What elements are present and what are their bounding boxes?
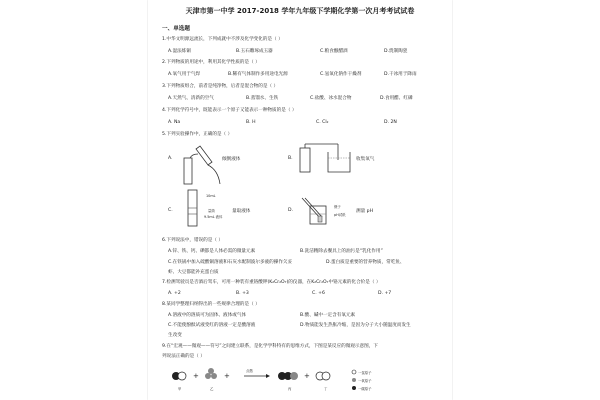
- legend-carbon: 一碳原子: [358, 387, 372, 391]
- svg-text:+: +: [193, 372, 199, 380]
- q7-option-b: B. +3: [236, 291, 249, 296]
- q4-option-b: B. H: [246, 120, 256, 125]
- q5-c-mark-3: 9.5mL 液体: [204, 215, 223, 219]
- q2-option-d: D.干冰用于降雨: [384, 72, 417, 77]
- q2-option-b: B.稀有气体制作多用途电光源: [228, 72, 288, 77]
- molecule-bing: [278, 372, 298, 380]
- q8-option-d-cont: 生改变: [168, 333, 182, 338]
- q9-stem-line-1: 9.在“宏观——微观——符号”之间建立联系，是化学学科特有的思维方式，下图是某反应的微观示意图，下: [162, 344, 378, 349]
- q2-stem: 2.下列物质的用途中，利用其化学性质的是（ ）: [162, 60, 260, 65]
- q5-a-caption: 倾倒液体: [222, 157, 241, 162]
- q1-option-a: A.湿法炼铜: [168, 49, 191, 54]
- q1-option-c: C.粮食酿醋酒: [320, 49, 348, 54]
- q4-stem: 4.下列化学符号中，既能表示一个原子又能表示一种物质的是（ ）: [162, 108, 297, 113]
- q3-option-d: D.食用醋、红磷: [380, 96, 413, 101]
- q4-option-a: A. Na: [168, 120, 181, 125]
- q3-option-b: B.蒸馏水、生铁: [246, 96, 279, 101]
- q7-option-c: C. +6: [312, 291, 325, 296]
- q5-option-b: B.: [288, 156, 293, 161]
- q3-option-a: A.天然气、清新的空气: [168, 96, 214, 101]
- q6-option-d-cont: 虾、大豆都能补充蛋白质: [168, 270, 219, 275]
- q5-d-mark-2: pH试纸: [334, 213, 346, 217]
- q6-option-d: D.蛋白质是重要的营养物质，常吃鱼、: [326, 260, 405, 265]
- q4-option-c: C. Cl₂: [316, 120, 329, 125]
- q2-option-c: C.氢氧化钠作干燥剂: [320, 72, 362, 77]
- q7-stem: 7.检测驾驶员是否酒后驾车，可用一种装有重铬酸钾(K₂Cr₂O₇)的仪器，在K₂Cr₂O₇中铬元素的化合价是（ ）: [162, 280, 381, 285]
- exam-title: 天津市第一中学 2017-2018 学年九年级下学期化学第一次月考考试试卷: [185, 7, 415, 15]
- q5-option-a: A.: [168, 156, 173, 161]
- svg-text:+: +: [224, 372, 230, 380]
- reaction-arrow-label: 点燃: [246, 369, 253, 373]
- q5-d-mark-1: 镊子: [334, 205, 341, 209]
- molecule-yi: [205, 368, 217, 379]
- pour-liquid-figure: [178, 140, 224, 190]
- q7-option-d: D. +7: [378, 291, 392, 296]
- q8-option-d: D.物质能发生热胀冷缩，是因为分子大小随温度而发生: [300, 323, 411, 328]
- q4-option-d: D. 2N: [384, 120, 397, 125]
- q5-c-mark-1: 10mL: [206, 194, 216, 198]
- q7-option-a: A. +2: [168, 291, 181, 296]
- q5-c-mark-2: 量筒: [208, 209, 215, 213]
- label-bing: 丙: [288, 387, 292, 391]
- q5-option-c: C.: [168, 208, 173, 213]
- q8-option-c: C.不能使酚酞试液变红的溶液一定是酸溶液: [168, 323, 256, 328]
- q1-option-d: D.烧制陶瓷: [384, 49, 408, 54]
- q5-c-caption: 量取液体: [232, 209, 251, 214]
- q9-stem-line-2: 列说法正确的是（ ）: [162, 354, 205, 359]
- q5-option-d: D.: [288, 208, 293, 213]
- q3-stem: 3.下列物质组合，前者是纯净物，后者是混合物的是（ ）: [162, 84, 279, 89]
- q5-stem: 5.下列实验操作中，正确的是（ ）: [162, 132, 233, 137]
- ph-test-figure: [298, 196, 334, 228]
- q1-option-b: B.玉石雕琢成玉器: [236, 49, 273, 54]
- graduated-cylinder-figure: [186, 188, 202, 228]
- q6-stem: 6.下列说法中，错误的是（ ）: [162, 238, 223, 243]
- label-ding: 丁: [324, 387, 328, 391]
- q1-stem: 1.中华文明源远流长，下列成就中不涉及化学变化的是（ ）: [162, 37, 283, 42]
- q6-option-b: B.洗洁精除去餐具上的油污是“乳化作用”: [300, 249, 383, 254]
- q8-option-b: B.酸、碱中一定含有氧元素: [300, 313, 356, 318]
- label-jia: 甲: [178, 387, 182, 391]
- q8-option-a: A.溶液中的溶质可为固体、液体或气体: [168, 313, 247, 318]
- molecule-ding: [316, 372, 330, 380]
- q6-option-a: A.锌、铁、钙、碘都是人体必需的微量元素: [168, 249, 256, 254]
- q5-b-caption: 收集氧气: [356, 157, 375, 162]
- section-heading: 一、单选题: [162, 26, 190, 32]
- q5-d-caption: 测量 pH: [356, 209, 374, 214]
- q8-stem: 8.某同学整理归纳得出的一些规律合理的是（ ）: [162, 302, 260, 307]
- legend-oxygen: 一氧原子: [358, 379, 372, 383]
- q3-option-c: C.盐酸、冰水混合物: [310, 96, 352, 101]
- q6-option-c: C.在铁锅中加入硫酸铜溶液和石灰水配制波尔多液的操作欠妥: [168, 260, 293, 265]
- exam-paper: [148, 0, 452, 400]
- label-yi: 乙: [210, 387, 214, 391]
- collect-oxygen-figure: [298, 142, 358, 176]
- svg-text:+: +: [304, 372, 310, 380]
- molecule-jia: [172, 372, 186, 380]
- q2-option-a: A.氧气用于气焊: [168, 72, 201, 77]
- legend-hydrogen: 一氢原子: [358, 371, 372, 375]
